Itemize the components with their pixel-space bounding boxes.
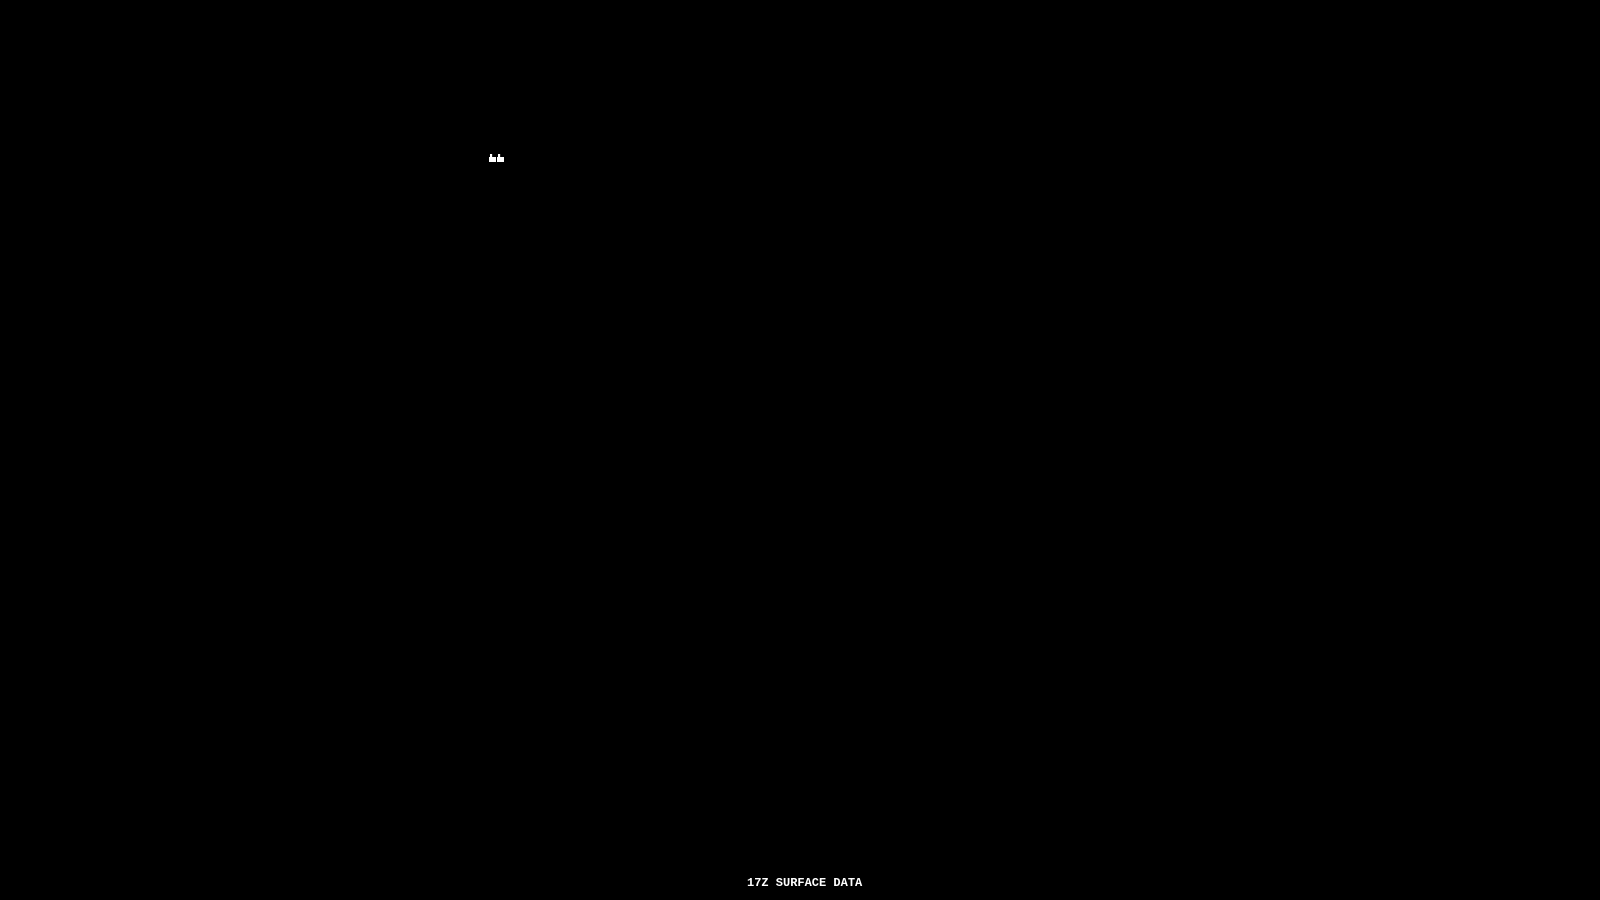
station-plot-symbol-icon <box>497 154 504 162</box>
station-plot-symbol-icon <box>489 154 496 162</box>
plot-caption: 17Z SURFACE DATA <box>747 876 863 890</box>
